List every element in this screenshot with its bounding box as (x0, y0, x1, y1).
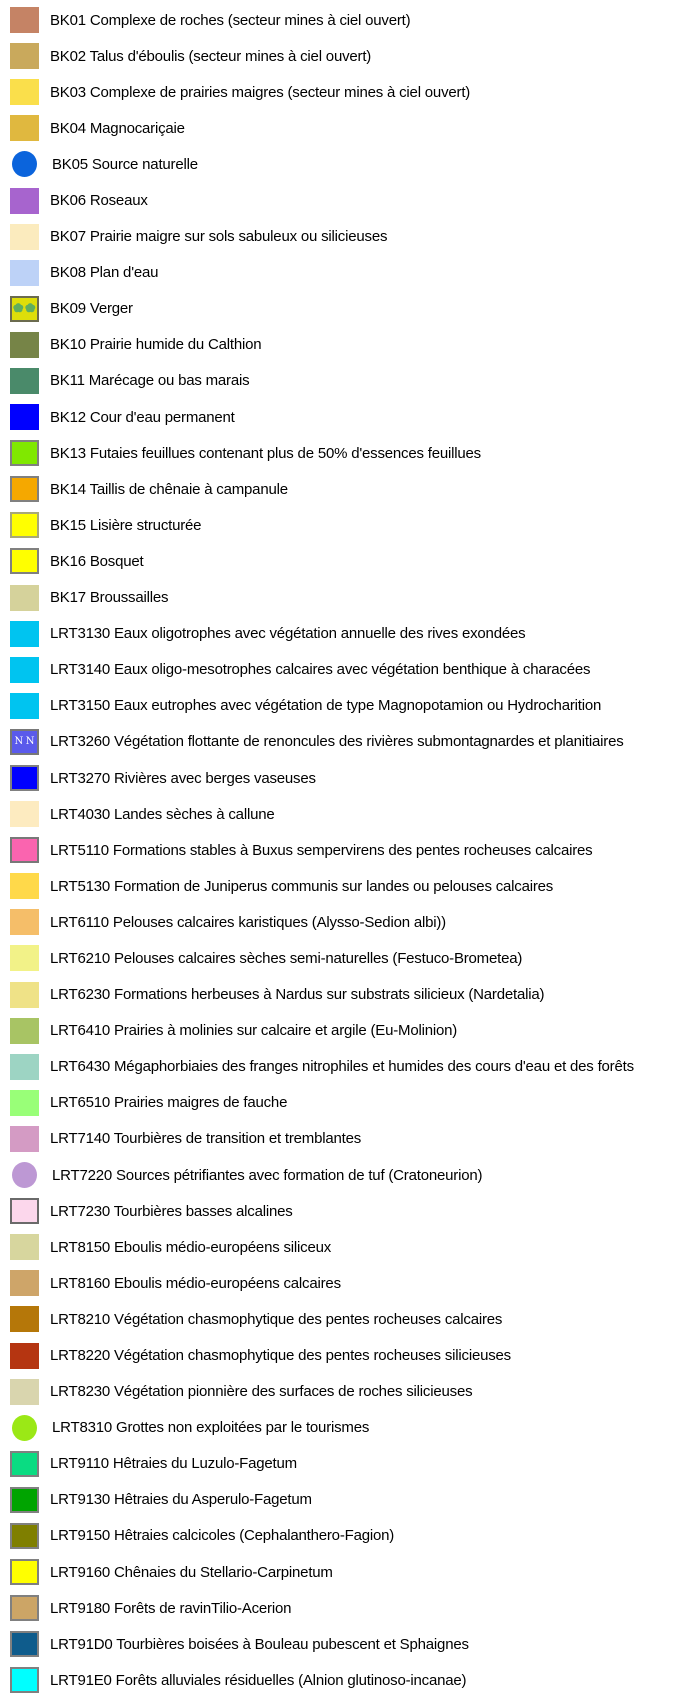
legend-row-lrt6430 (0, 1049, 693, 1085)
legend-label: LRT8220 Végétation chasmophytique des pentes rocheuses silicieuses (50, 1347, 511, 1365)
legend-label: LRT5130 Formation de Juniperus communis sur landes ou pelouses calcaires (50, 877, 554, 895)
legend-label: LRT6230 Formations herbeuses à Nardus sur substrats silicieux (Nardetalia) (50, 986, 545, 1004)
legend-swatch-lrt8150 (10, 1234, 39, 1260)
legend-row-lrt8160 (0, 1265, 693, 1301)
legend-label: BK12 Cour d'eau permanent (50, 408, 235, 426)
legend-row-lrt8310 (0, 1410, 693, 1446)
legend-row-lrt9180 (0, 1590, 693, 1626)
legend-swatch-lrt8220 (10, 1343, 39, 1369)
legend-swatch-lrt9130 (10, 1487, 39, 1513)
legend-swatch-bk03 (10, 79, 39, 105)
legend-row-lrt6210 (0, 940, 693, 976)
legend-row-lrt3140 (0, 652, 693, 688)
legend-row-lrt7140 (0, 1121, 693, 1157)
legend-row-bk15 (0, 507, 693, 543)
legend-label: BK10 Prairie humide du Calthion (50, 336, 262, 354)
tree-icon (25, 303, 36, 314)
legend-swatch-bk16 (10, 548, 39, 574)
legend-row-lrt91d0 (0, 1626, 693, 1662)
legend-row-bk02 (0, 38, 693, 74)
legend-swatch-bk09 (10, 296, 39, 322)
legend-row-lrt8230 (0, 1374, 693, 1410)
legend-swatch-lrt6430 (10, 1054, 39, 1080)
legend-row-bk08 (0, 255, 693, 291)
legend-label: BK17 Broussailles (50, 589, 169, 607)
legend-swatch-bk10 (10, 332, 39, 358)
legend-row-bk11 (0, 363, 693, 399)
legend-label: LRT91E0 Forêts alluviales résiduelles (Alnion glutinoso-incanae) (50, 1671, 467, 1689)
legend-label: LRT6510 Prairies maigres de fauche (50, 1094, 288, 1112)
legend-swatch-lrt6230 (10, 982, 39, 1008)
legend-row-lrt5130 (0, 868, 693, 904)
legend-swatch-bk01 (10, 7, 39, 33)
legend-swatch-lrt9110 (10, 1451, 39, 1477)
legend-row-lrt9160 (0, 1554, 693, 1590)
legend-row-lrt8220 (0, 1337, 693, 1373)
legend-label: LRT9110 Hêtraies du Luzulo-Fagetum (50, 1455, 297, 1473)
legend-row-lrt9110 (0, 1446, 693, 1482)
legend-swatch-lrt7140 (10, 1126, 39, 1152)
legend-row-lrt9130 (0, 1482, 693, 1518)
legend-label: BK06 Roseaux (50, 192, 148, 210)
legend-row-bk09 (0, 291, 693, 327)
letter-n-glyph: N (14, 735, 24, 747)
legend-row-lrt6110 (0, 904, 693, 940)
legend-row-bk01 (0, 2, 693, 38)
legend-swatch-bk04 (10, 115, 39, 141)
legend-label: LRT4030 Landes sèches à callune (50, 805, 275, 823)
legend-label: BK09 Verger (50, 300, 133, 318)
legend-swatch-lrt5130 (10, 873, 39, 899)
legend-label: LRT7140 Tourbières de transition et tremblantes (50, 1130, 362, 1148)
legend-label: LRT8150 Eboulis médio-européens siliceux (50, 1238, 332, 1256)
legend-label: LRT91D0 Tourbières boisées à Bouleau pubescent et Sphaignes (50, 1635, 469, 1653)
legend-label: LRT6410 Prairies à molinies sur calcaire et argile (Eu-Molinion) (50, 1022, 458, 1040)
legend-row-lrt3150 (0, 688, 693, 724)
legend-label: LRT6210 Pelouses calcaires sèches semi-naturelles (Festuco-Brometea) (50, 949, 523, 967)
legend-label: LRT5110 Formations stables à Buxus sempervirens des pentes rocheuses calcaires (50, 841, 593, 859)
letter-n-glyph: N (25, 735, 35, 747)
legend-label: LRT9150 Hêtraies calcicoles (Cephalanthero-Fagion) (50, 1527, 395, 1545)
legend-swatch-bk15 (10, 512, 39, 538)
legend-row-bk03 (0, 74, 693, 110)
legend-label: BK14 Taillis de chênaie à campanule (50, 480, 288, 498)
legend-row-lrt5110 (0, 832, 693, 868)
legend-label: LRT9130 Hêtraies du Asperulo-Fagetum (50, 1491, 312, 1509)
legend-swatch-bk07 (10, 224, 39, 250)
legend-label: LRT9160 Chênaies du Stellario-Carpinetum (50, 1563, 333, 1581)
legend-swatch-lrt8230 (10, 1379, 39, 1405)
legend-swatch-lrt9180 (10, 1595, 39, 1621)
legend-row-lrt7230 (0, 1193, 693, 1229)
legend-label: BK16 Bosquet (50, 552, 144, 570)
legend-swatch-lrt6410 (10, 1018, 39, 1044)
legend-swatch-lrt91d0 (10, 1631, 39, 1657)
legend-swatch-lrt91e0 (10, 1667, 39, 1693)
legend-swatch-bk08 (10, 260, 39, 286)
legend-swatch-lrt4030 (10, 801, 39, 827)
legend-label: LRT7220 Sources pétrifiantes avec formation de tuf (Cratoneurion) (52, 1166, 483, 1184)
legend-label: LRT7230 Tourbières basses alcalines (50, 1202, 293, 1220)
legend-row-lrt9150 (0, 1518, 693, 1554)
legend-label: LRT8230 Végétation pionnière des surfaces de roches silicieuses (50, 1383, 473, 1401)
legend-label: BK05 Source naturelle (52, 155, 198, 173)
legend-label: LRT3270 Rivières avec berges vaseuses (50, 769, 316, 787)
legend-row-bk10 (0, 327, 693, 363)
legend-row-lrt3260 (0, 724, 693, 760)
legend-row-lrt7220 (0, 1157, 693, 1193)
legend-label: BK07 Prairie maigre sur sols sabuleux ou silicieuses (50, 228, 388, 246)
legend-swatch-lrt8310-circle-icon (12, 1415, 37, 1441)
legend-swatch-lrt3130 (10, 621, 39, 647)
legend-swatch-bk06 (10, 188, 39, 214)
legend-label: LRT9180 Forêts de ravinTilio-Acerion (50, 1599, 292, 1617)
legend-swatch-lrt5110 (10, 837, 39, 863)
legend-swatch-lrt9150 (10, 1523, 39, 1549)
legend-swatch-lrt3140 (10, 657, 39, 683)
legend-label: BK02 Talus d'éboulis (secteur mines à ciel ouvert) (50, 47, 372, 65)
legend-row-lrt6410 (0, 1013, 693, 1049)
legend-row-lrt91e0 (0, 1662, 693, 1698)
legend-row-bk05 (0, 146, 693, 182)
legend-swatch-lrt9160 (10, 1559, 39, 1585)
legend-label: LRT8310 Grottes non exploitées par le tourismes (52, 1419, 370, 1437)
legend-label: LRT6430 Mégaphorbiaies des franges nitrophiles et humides des cours d'eau et des forêts (50, 1058, 634, 1076)
legend-label: LRT3130 Eaux oligotrophes avec végétation annuelle des rives exondées (50, 625, 526, 643)
legend-label: BK08 Plan d'eau (50, 264, 159, 282)
legend-row-bk17 (0, 580, 693, 616)
legend-label: LRT8160 Eboulis médio-européens calcaires (50, 1274, 341, 1292)
tree-icon (13, 303, 24, 314)
legend-swatch-lrt8210 (10, 1306, 39, 1332)
legend-row-lrt3270 (0, 760, 693, 796)
legend-swatch-bk14 (10, 476, 39, 502)
legend-swatch-bk11 (10, 368, 39, 394)
legend-row-lrt3130 (0, 616, 693, 652)
legend-swatch-lrt6510 (10, 1090, 39, 1116)
legend-swatch-lrt6110 (10, 909, 39, 935)
legend-row-lrt6230 (0, 977, 693, 1013)
legend-row-bk16 (0, 543, 693, 579)
legend-row-lrt4030 (0, 796, 693, 832)
legend-swatch-bk17 (10, 585, 39, 611)
legend-swatch-lrt3150 (10, 693, 39, 719)
legend-swatch-bk12 (10, 404, 39, 430)
legend-swatch-bk05-circle-icon (12, 151, 37, 177)
legend-label: BK03 Complexe de prairies maigres (secteur mines à ciel ouvert) (50, 83, 471, 101)
legend-row-bk12 (0, 399, 693, 435)
legend-row-lrt8210 (0, 1301, 693, 1337)
legend-swatch-lrt3270 (10, 765, 39, 791)
legend-label: LRT3260 Végétation flottante de renoncules des rivières submontagnardes et planitiaires (50, 733, 624, 751)
legend-row-lrt6510 (0, 1085, 693, 1121)
legend-label: LRT3150 Eaux eutrophes avec végétation de type Magnopotamion ou Hydrocharition (50, 697, 602, 715)
legend-label: LRT3140 Eaux oligo-mesotrophes calcaires avec végétation benthique à characées (50, 661, 591, 679)
legend-row-lrt8150 (0, 1229, 693, 1265)
legend-swatch-bk02 (10, 43, 39, 69)
legend-row-bk06 (0, 182, 693, 218)
legend-row-bk04 (0, 110, 693, 146)
legend-label: LRT8210 Végétation chasmophytique des pentes rocheuses calcaires (50, 1310, 503, 1328)
legend-row-bk13 (0, 435, 693, 471)
legend-swatch-lrt7230 (10, 1198, 39, 1224)
legend-swatch-lrt7220-circle-icon (12, 1162, 37, 1188)
legend-label: BK04 Magnocariçaie (50, 119, 185, 137)
legend-row-bk07 (0, 219, 693, 255)
legend-label: BK15 Lisière structurée (50, 516, 202, 534)
legend-swatch-lrt6210 (10, 945, 39, 971)
legend-label: BK13 Futaies feuillues contenant plus de 50% d'essences feuillues (50, 444, 481, 462)
legend-swatch-bk13 (10, 440, 39, 466)
legend-swatch-lrt8160 (10, 1270, 39, 1296)
legend-swatch-lrt3260 (10, 729, 39, 755)
legend-label: BK01 Complexe de roches (secteur mines à ciel ouvert) (50, 11, 411, 29)
legend-label: BK11 Marécage ou bas marais (50, 372, 250, 390)
legend-row-bk14 (0, 471, 693, 507)
legend-label: LRT6110 Pelouses calcaires karistiques (Alysso-Sedion albi)) (50, 913, 446, 931)
